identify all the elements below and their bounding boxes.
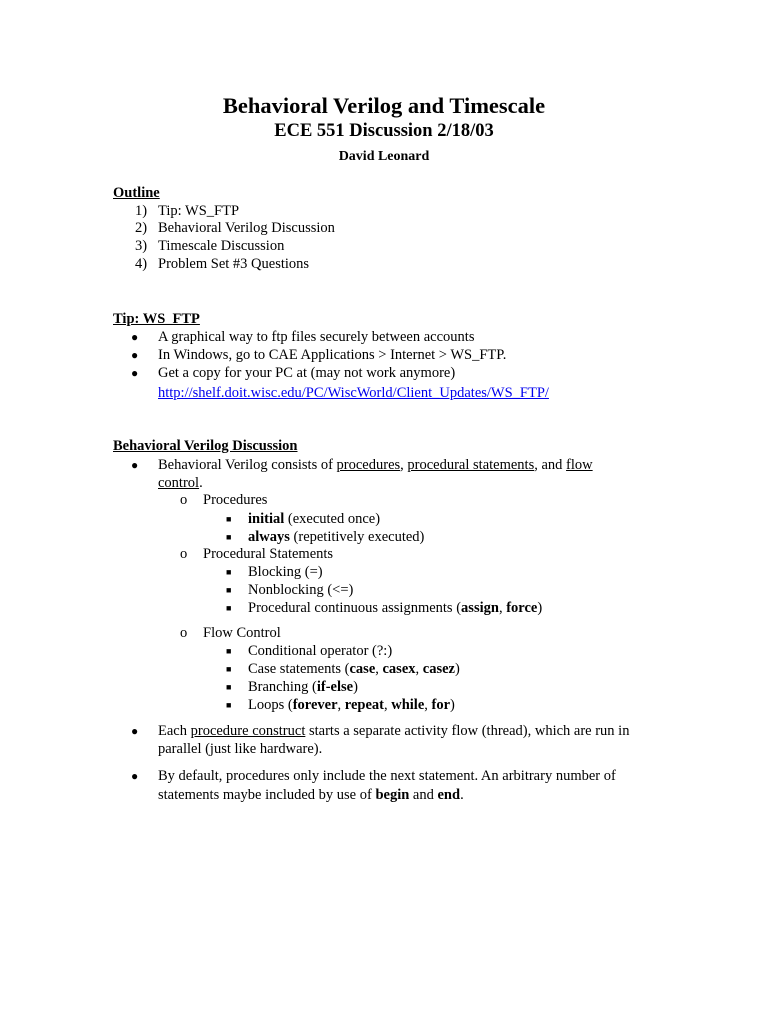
intro-text-part: . xyxy=(199,475,203,491)
keyword-assign: assign xyxy=(461,600,499,616)
flow-control-subitem-text xyxy=(248,678,358,696)
outline-item-text: Tip: WS_FTP xyxy=(158,203,240,219)
author-name: David Leonard xyxy=(338,149,430,164)
outline-item-text: Timescale Discussion xyxy=(158,238,285,254)
hollow-bullet-icon: o xyxy=(180,492,188,508)
statements-subitem-text: Blocking (=) xyxy=(248,564,323,580)
outline-item-number: 3) xyxy=(135,238,148,254)
subitem-text-part: , xyxy=(375,661,383,677)
hollow-bullet-icon: o xyxy=(180,546,188,562)
ws-ftp-link[interactable]: http://shelf.doit.wisc.edu/PC/WiscWorld/Client_Updates/WS_FTP/ xyxy=(158,385,549,401)
bullet-dot-icon: ● xyxy=(131,458,139,472)
outline-item-number: 1) xyxy=(135,203,148,219)
intro-text-part: Behavioral Verilog consists of xyxy=(158,457,337,473)
paragraph-text-part: Each xyxy=(158,723,191,739)
square-bullet-icon: ■ xyxy=(226,532,232,542)
control-term: control xyxy=(158,475,200,491)
flow-control-label: Flow Control xyxy=(203,625,281,641)
keyword-initial: initial xyxy=(248,511,285,527)
document-subtitle: ECE 551 Discussion 2/18/03 xyxy=(274,121,494,141)
procedures-term: procedures xyxy=(336,457,401,473)
paragraph-text-part: starts a separate activity flow (thread), which are run in xyxy=(305,723,630,739)
procedures-subitem-text xyxy=(248,528,424,546)
bullet-dot-icon: ● xyxy=(131,724,139,738)
paragraph-text-part: statements maybe included by use of xyxy=(158,787,376,803)
behavioral-heading: Behavioral Verilog Discussion xyxy=(113,438,298,454)
keyword-casex: casex xyxy=(382,661,416,677)
subitem-text-part: (executed once) xyxy=(284,511,381,527)
subitem-text-part: , xyxy=(337,697,345,713)
subitem-text-part: , xyxy=(415,661,423,677)
subitem-text-part: ) xyxy=(450,697,455,713)
bullet-dot-icon: ● xyxy=(131,348,139,362)
default-text: By default, procedures only include the next statement. An arbitrary number of xyxy=(158,768,616,784)
square-bullet-icon: ■ xyxy=(226,700,232,710)
outline-heading: Outline xyxy=(113,185,160,201)
paragraph-text-part: . xyxy=(460,787,464,803)
bullet-dot-icon: ● xyxy=(131,366,139,380)
paragraph-text-part: and xyxy=(409,787,438,803)
subitem-text-part: Branching ( xyxy=(248,679,317,695)
subitem-text-part: (repetitively executed) xyxy=(289,529,425,545)
subitem-text-part: Procedural continuous assignments ( xyxy=(248,600,462,616)
behavioral-intro-text xyxy=(158,474,203,492)
procedure-construct-term: procedure construct xyxy=(190,723,306,739)
intro-text-part: , and xyxy=(534,457,567,473)
tip-bullet-text: In Windows, go to CAE Applications > Internet > WS_FTP. xyxy=(158,347,507,363)
outline-item-number: 2) xyxy=(135,220,148,236)
keyword-if-else: if-else xyxy=(316,679,354,695)
subitem-text-part: , xyxy=(498,600,507,616)
procedural-statements-term: procedural statements xyxy=(407,457,535,473)
hollow-bullet-icon: o xyxy=(180,625,188,641)
square-bullet-icon: ■ xyxy=(226,585,232,595)
flow-control-subitem-text: Conditional operator (?:) xyxy=(248,643,393,659)
each-procedure-text xyxy=(158,722,629,740)
keyword-forever: forever xyxy=(292,697,338,713)
flow-term: flow xyxy=(566,457,593,473)
flow-control-subitem-text xyxy=(248,696,455,714)
keyword-case: case xyxy=(349,661,376,677)
subitem-text-part: Loops ( xyxy=(248,697,293,713)
default-text xyxy=(158,786,464,804)
outline-item-text: Behavioral Verilog Discussion xyxy=(158,220,335,236)
document-title: Behavioral Verilog and Timescale xyxy=(222,93,546,118)
tip-bullet-text: Get a copy for your PC at (may not work anymore) xyxy=(158,365,456,381)
subitem-text-part: , xyxy=(383,697,392,713)
each-procedure-text: parallel (just like hardware). xyxy=(158,741,323,757)
outline-item-text: Problem Set #3 Questions xyxy=(158,256,310,272)
procedures-label: Procedures xyxy=(203,492,268,508)
statements-subitem-text: Nonblocking (<=) xyxy=(248,582,354,598)
behavioral-intro-text xyxy=(158,456,593,474)
subitem-text-part: ) xyxy=(353,679,358,695)
square-bullet-icon: ■ xyxy=(226,682,232,692)
subitem-text-part: Case statements ( xyxy=(248,661,350,677)
subitem-text-part: , xyxy=(424,697,432,713)
procedures-subitem-text xyxy=(248,510,380,528)
keyword-casez: casez xyxy=(422,661,455,677)
bullet-dot-icon: ● xyxy=(131,330,139,344)
statements-label: Procedural Statements xyxy=(203,546,334,562)
keyword-end: end xyxy=(437,787,461,803)
keyword-for: for xyxy=(431,697,451,713)
tip-bullet-text: A graphical way to ftp files securely between accounts xyxy=(158,329,475,345)
keyword-always: always xyxy=(248,529,290,545)
square-bullet-icon: ■ xyxy=(226,646,232,656)
square-bullet-icon: ■ xyxy=(226,603,232,613)
square-bullet-icon: ■ xyxy=(226,567,232,577)
keyword-while: while xyxy=(391,697,425,713)
flow-control-subitem-text xyxy=(248,660,460,678)
tip-heading: Tip: WS_FTP xyxy=(113,311,200,327)
square-bullet-icon: ■ xyxy=(226,664,232,674)
outline-item-number: 4) xyxy=(135,256,148,272)
keyword-repeat: repeat xyxy=(344,697,384,713)
intro-text-part: , xyxy=(400,457,408,473)
keyword-begin: begin xyxy=(375,787,410,803)
statements-subitem-text xyxy=(248,599,542,617)
subitem-text-part: ) xyxy=(537,600,543,616)
bullet-dot-icon: ● xyxy=(131,769,139,783)
square-bullet-icon: ■ xyxy=(226,514,232,524)
keyword-force: force xyxy=(506,600,538,616)
subitem-text-part: ) xyxy=(454,661,460,677)
